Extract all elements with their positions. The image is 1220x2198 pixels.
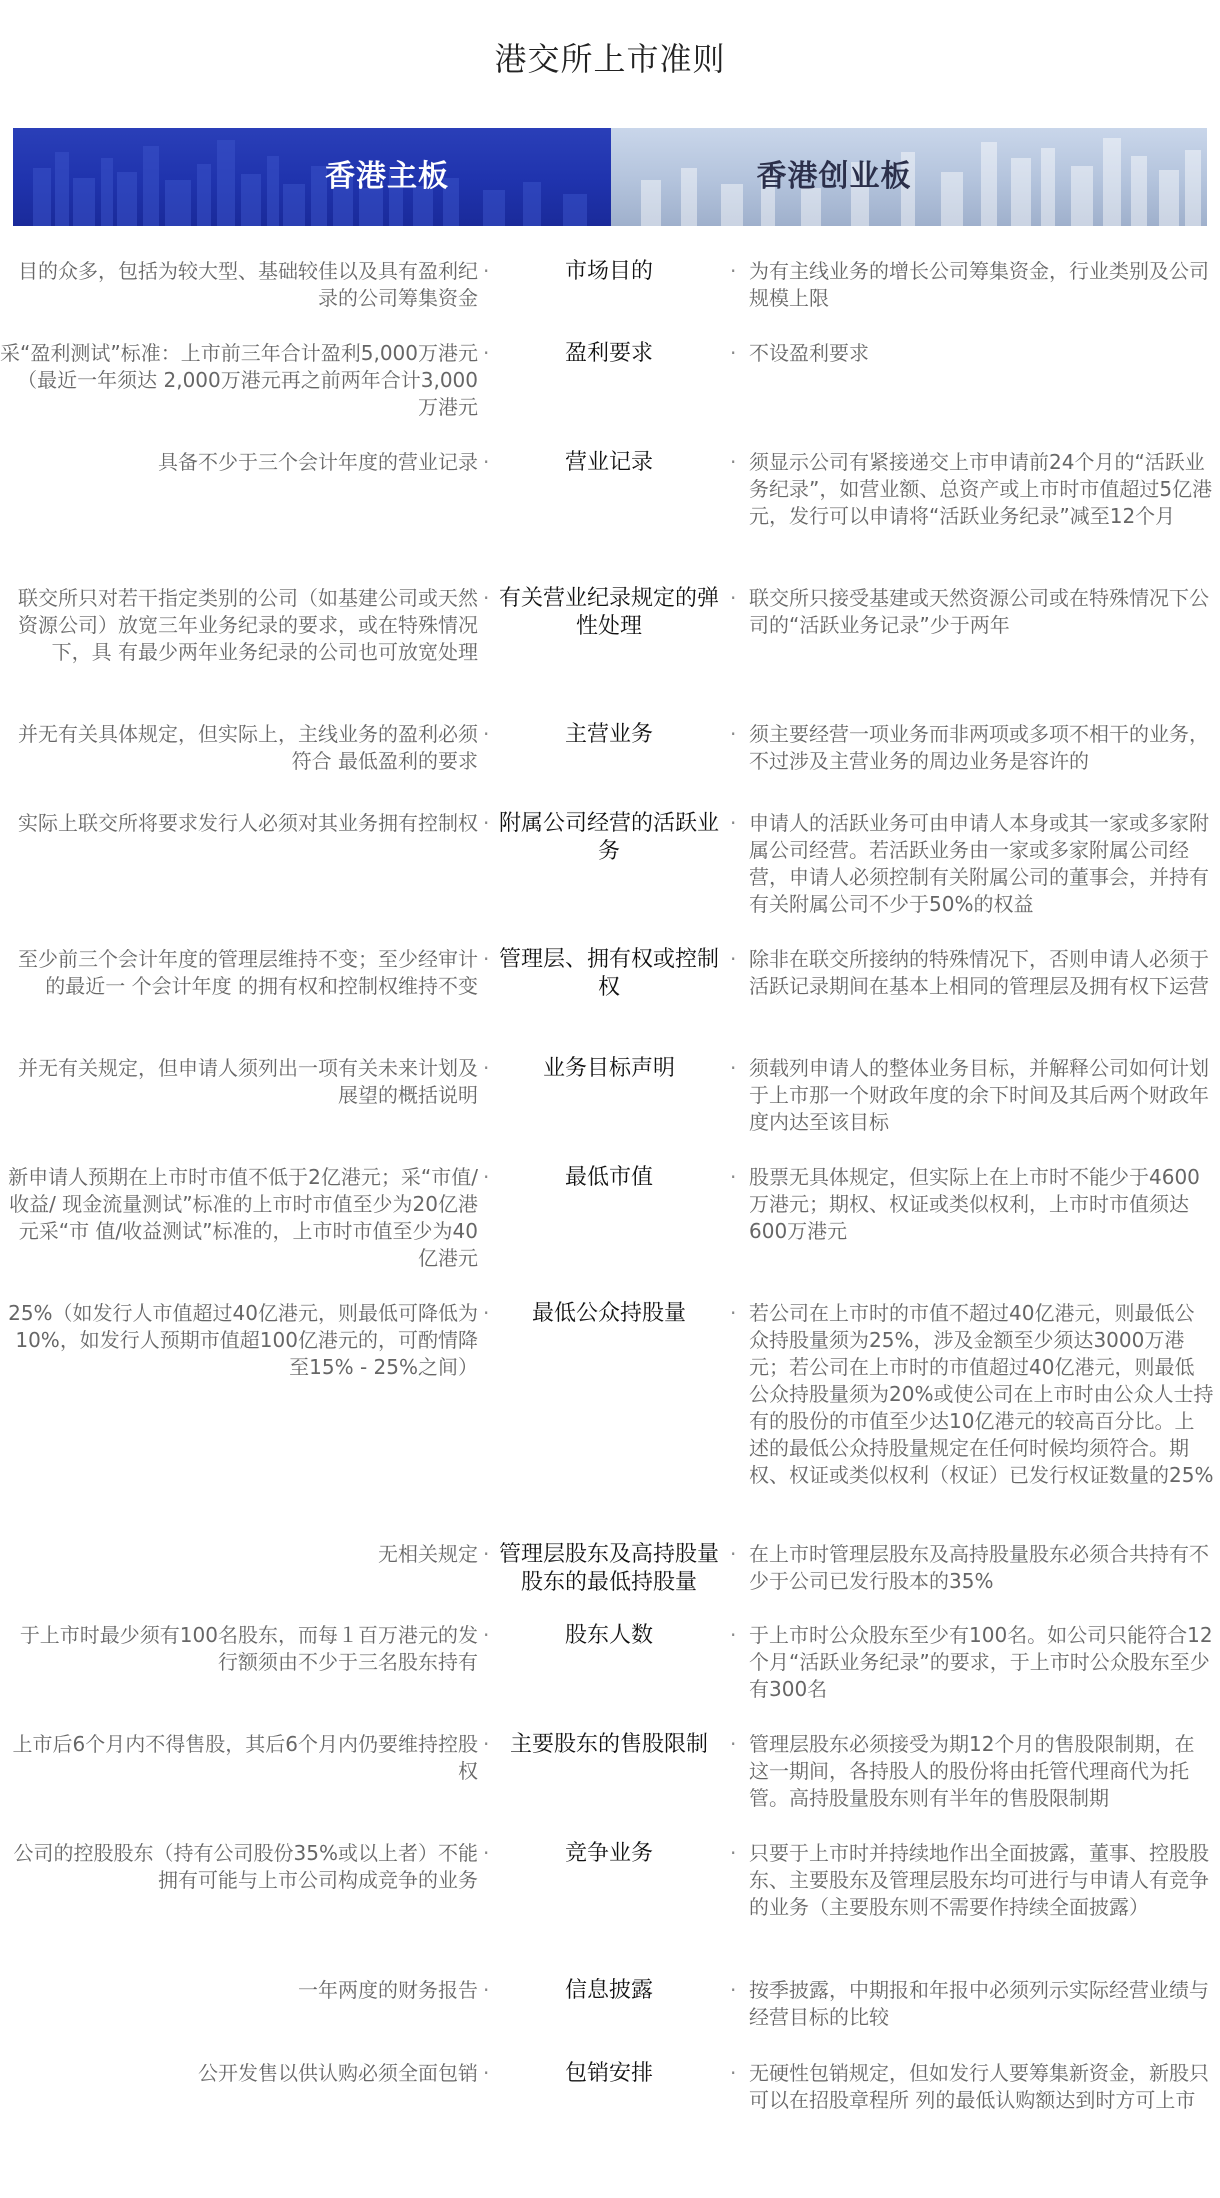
criterion-label: 股东人数	[564, 1623, 653, 1648]
bullet-dot: ·	[483, 1978, 490, 2002]
bullet-dot: ·	[483, 1056, 490, 1080]
criterion-label: 盈利要求	[564, 341, 653, 366]
gem-text: 于上市时公众股东至少有100名。如公司只能符合12个月“活跃业务纪录”的要求，于上市时公众股东至少有300名	[749, 1623, 1213, 1701]
criterion-label: 最低公众持股量	[531, 1301, 686, 1326]
bullet-dot: ·	[730, 1165, 737, 1189]
bullet-dot: ·	[730, 259, 737, 283]
gem-text: 为有主线业务的增长公司筹集资金，行业类别及公司规模上限	[749, 259, 1209, 310]
main-board-text: 联交所只对若干指定类别的公司（如基建公司或天然资源公司）放宽三年业务纪录的要求，或在特殊情况下，具 有最少两年业务纪录的公司也可放宽处理	[18, 586, 478, 664]
bullet-dot: ·	[730, 722, 737, 746]
bullet-dot: ·	[483, 947, 490, 971]
gem-text: 股票无具体规定，但实际上在上市时不能少于4600万港元；期权、权证或类似权利，上市时市值须达600万港元	[749, 1165, 1200, 1243]
bullet-dot: ·	[483, 1542, 490, 1566]
main-board-text: 实际上联交所将要求发行人必须对其业务拥有控制权	[18, 811, 478, 835]
bullet-dot: ·	[730, 1056, 737, 1080]
bullet-dot: ·	[730, 1978, 737, 2002]
gem-text: 联交所只接受基建或天然资源公司或在特殊情况下公司的“活跃业务记录”少于两年	[749, 586, 1209, 637]
bullet-dot: ·	[730, 1542, 737, 1566]
main-board-text: 上市后6个月内不得售股，其后6个月内仍要维持控股权	[12, 1732, 478, 1783]
criterion-label: 管理层股东及高持股量股东的最低持股量	[498, 1542, 719, 1595]
gem-text: 须主要经营一项业务而非两项或多项不相干的业务，不过涉及主营业务的周边业务是容许的	[749, 722, 1209, 773]
main-board-text: 公开发售以供认购必须全面包销	[198, 2061, 478, 2085]
criterion-label: 主要股东的售股限制	[509, 1732, 708, 1757]
criterion-label: 附属公司经营的活跃业务	[498, 811, 719, 864]
main-board-text: 并无有关规定，但申请人须列出一项有关未来计划及展望的概括说明	[18, 1056, 478, 1107]
bullet-dot: ·	[483, 586, 490, 610]
bullet-dot: ·	[730, 1623, 737, 1647]
bullet-dot: ·	[730, 1301, 737, 1325]
bullet-dot: ·	[730, 586, 737, 610]
tab-main-board[interactable]	[13, 128, 611, 226]
bullet-dot: ·	[483, 2061, 490, 2085]
bullet-dot: ·	[730, 1841, 737, 1865]
bullet-dot: ·	[483, 1623, 490, 1647]
bullet-dot: ·	[730, 1732, 737, 1756]
main-board-text: 一年两度的财务报告	[298, 1978, 478, 2002]
bullet-dot: ·	[730, 811, 737, 835]
criterion-label: 主营业务	[564, 722, 653, 747]
gem-text: 不设盈利要求	[749, 341, 869, 365]
bullet-dot: ·	[483, 811, 490, 835]
main-board-text: 于上市时最少须有100名股东，而每１百万港元的发行额须由不少于三名股东持有	[19, 1623, 478, 1674]
bullet-dot: ·	[730, 2061, 737, 2085]
criterion-label: 营业记录	[564, 450, 653, 475]
tab-gem[interactable]	[611, 128, 1207, 226]
bullet-dot: ·	[483, 259, 490, 283]
criterion-label: 市场目的	[564, 259, 653, 284]
bullet-dot: ·	[483, 1301, 490, 1325]
board-tabs	[13, 128, 1207, 226]
criterion-label: 最低市值	[564, 1165, 653, 1190]
gem-text: 须显示公司有紧接递交上市申请前24个月的“活跃业务纪录”，如营业额、总资产或上市时市值超过5亿港元，发行可以申请将“活跃业务纪录”减至12个月	[749, 450, 1213, 528]
page-title: 港交所上市准则	[494, 40, 726, 78]
gem-text: 须载列申请人的整体业务目标，并解释公司如何计划于上市那一个财政年度的余下时间及其后两个财政年度内达至该目标	[749, 1056, 1209, 1134]
main-board-text: 公司的控股股东（持有公司股份35%或以上者）不能拥有可能与上市公司构成竞争的业务	[13, 1841, 478, 1892]
main-board-text: 目的众多，包括为较大型、基础较佳以及具有盈利纪录的公司筹集资金	[18, 259, 478, 310]
bullet-dot: ·	[483, 1841, 490, 1865]
bullet-dot: ·	[730, 450, 737, 474]
gem-text: 无硬性包销规定，但如发行人要筹集新资金，新股只可以在招股章程所 列的最低认购额达到时方可上市	[749, 2061, 1209, 2112]
criterion-label: 业务目标声明	[542, 1056, 675, 1081]
bullet-dot: ·	[483, 450, 490, 474]
bullet-dot: ·	[483, 1165, 490, 1189]
tab-main-board-label: 香港主板	[325, 159, 449, 194]
main-board-text: 采“盈利测试”标准：上市前三年合计盈利5,000万港元 （最近一年须达 2,000万港元再之前两年合计3,000万港元	[0, 341, 478, 419]
bullet-dot: ·	[730, 947, 737, 971]
main-board-text: 新申请人预期在上市时市值不低于2亿港元；采“市值/收益/ 现金流量测试”标准的上市时市值至少为20亿港元采“市 值/收益测试”标准的，上市时市值至少为40亿港元	[8, 1165, 478, 1270]
gem-text: 按季披露，中期报和年报中必须列示实际经营业绩与经营目标的比较	[749, 1978, 1209, 2029]
criterion-label: 有关营业纪录规定的弹性处理	[498, 586, 719, 639]
gem-text: 只要于上市时并持续地作出全面披露，董事、控股股东、主要股东及管理层股东均可进行与申请人有竞争的业务（主要股东则不需要作持续全面披露）	[749, 1841, 1209, 1919]
gem-text: 除非在联交所接纳的特殊情况下，否则申请人必须于活跃记录期间在基本上相同的管理层及拥有权下运营	[749, 947, 1209, 998]
bullet-dot: ·	[730, 341, 737, 365]
gem-text: 若公司在上市时的市值不超过40亿港元，则最低公众持股量须为25%，涉及金额至少须达3000万港元；若公司在上市时的市值超过40亿港元，则最低公众持股量须为20%或使公司在上市时由公众人士持有的股份的市值至少达10亿港元的较高百分比。上述的最低公众持股量规定在任何时候均须符合。期权、权证或类似权利（权证）已发行权证数量的25%	[749, 1301, 1214, 1487]
tab-gem-label: 香港创业板	[756, 159, 912, 194]
criterion-label: 信息披露	[564, 1978, 653, 2003]
main-board-text: 具备不少于三个会计年度的营业记录	[158, 450, 478, 474]
bullet-dot: ·	[483, 722, 490, 746]
criterion-label: 包销安排	[564, 2061, 653, 2086]
gem-text: 在上市时管理层股东及高持股量股东必须合共持有不少于公司已发行股本的35%	[749, 1542, 1209, 1593]
gem-text: 申请人的活跃业务可由申请人本身或其一家或多家附属公司经营。若活跃业务由一家或多家附属公司经营，申请人必须控制有关附属公司的董事会，并持有有关附属公司不少于50%的权益	[749, 811, 1209, 916]
main-board-text: 25%（如发行人市值超过40亿港元，则最低可降低为10%，如发行人预期市值超100亿港元的，可酌情降至15% - 25%之间）	[8, 1301, 478, 1379]
bullet-dot: ·	[483, 1732, 490, 1756]
main-board-text: 并无有关具体规定，但实际上，主线业务的盈利必须符合 最低盈利的要求	[18, 722, 478, 773]
bullet-dot: ·	[483, 341, 490, 365]
criterion-label: 竞争业务	[564, 1841, 653, 1866]
main-board-text: 至少前三个会计年度的管理层维持不变；至少经审计的最近一 个会计年度 的拥有权和控制权维持不变	[18, 947, 478, 998]
criterion-label: 管理层、拥有权或控制权	[498, 947, 719, 1000]
main-board-text: 无相关规定	[378, 1542, 478, 1566]
gem-text: 管理层股东必须接受为期12个月的售股限制期，在这一期间，各持股人的股份将由托管代理商代为托管。高持股量股东则有半年的售股限制期	[749, 1732, 1195, 1810]
